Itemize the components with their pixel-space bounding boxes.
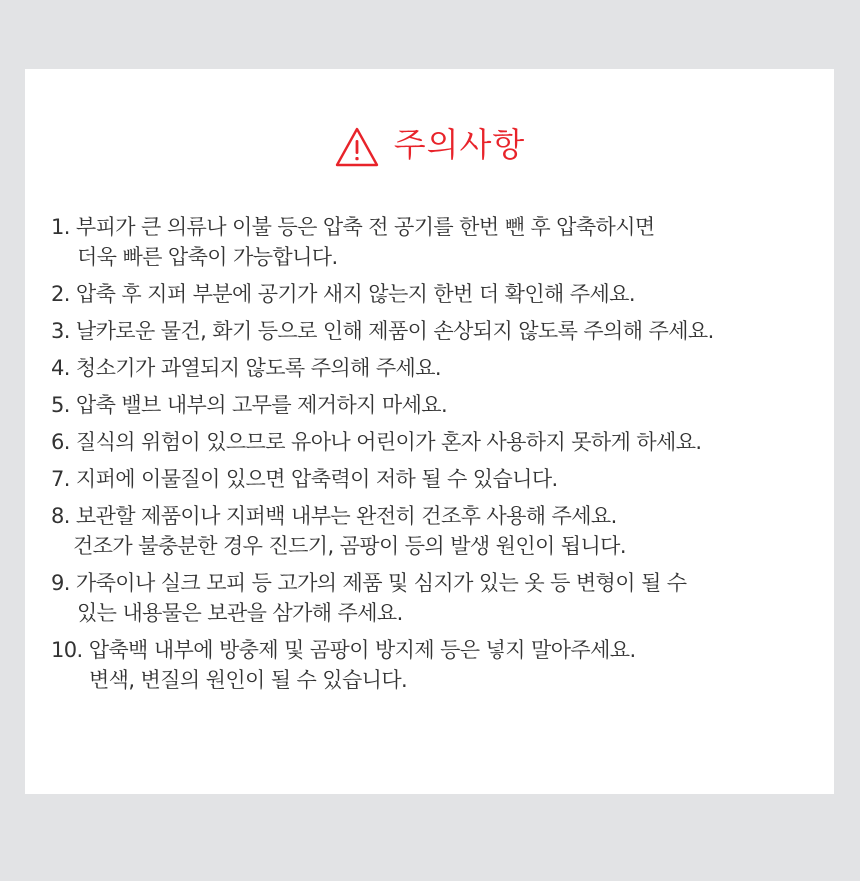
item-continuation: 더욱 빠른 압축이 가능합니다.	[77, 245, 338, 269]
notice-item-6	[51, 427, 821, 457]
item-number: 10.	[51, 638, 83, 662]
item-number: 5.	[51, 393, 70, 417]
item-continuation: 건조가 불충분한 경우 진드기, 곰팡이 등의 발생 원인이 됩니다.	[73, 534, 626, 558]
notice-item-3	[51, 316, 821, 346]
notice-item-5	[51, 390, 821, 420]
item-text: 질식의 위험이 있으므로 유아나 어린이가 혼자 사용하지 못하게 하세요.	[75, 430, 702, 454]
notice-title: 주의사항	[393, 125, 526, 164]
item-text: 청소기가 과열되지 않도록 주의해 주세요.	[75, 356, 441, 380]
warning-triangle-icon	[334, 126, 380, 168]
item-number: 8.	[51, 504, 70, 528]
notice-header	[25, 122, 834, 172]
notice-item-10	[51, 635, 821, 695]
item-text: 압축 밸브 내부의 고무를 제거하지 마세요.	[75, 393, 448, 417]
item-text: 지퍼에 이물질이 있으면 압축력이 저하 될 수 있습니다.	[75, 467, 558, 491]
item-text: 압축 후 지퍼 부분에 공기가 새지 않는지 한번 더 확인해 주세요.	[75, 282, 635, 306]
notice-item-7	[51, 464, 821, 494]
item-text: 부피가 큰 의류나 이불 등은 압축 전 공기를 한번 뺀 후 압축하시면	[75, 215, 655, 239]
notice-item-4	[51, 353, 821, 383]
item-continuation: 있는 내용물은 보관을 삼가해 주세요.	[77, 601, 403, 625]
item-number: 9.	[51, 571, 70, 595]
item-continuation: 변색, 변질의 원인이 될 수 있습니다.	[89, 668, 408, 692]
notice-item-2	[51, 279, 821, 309]
item-number: 3.	[51, 319, 70, 343]
item-text: 압축백 내부에 방충제 및 곰팡이 방지제 등은 넣지 말아주세요.	[88, 638, 636, 662]
notice-card	[25, 69, 834, 794]
item-number: 4.	[51, 356, 70, 380]
item-number: 2.	[51, 282, 70, 306]
notice-item-8	[51, 501, 821, 561]
item-number: 6.	[51, 430, 70, 454]
notice-item-9	[51, 568, 821, 628]
item-text: 날카로운 물건, 화기 등으로 인해 제품이 손상되지 않도록 주의해 주세요.	[75, 319, 714, 343]
item-text: 보관할 제품이나 지퍼백 내부는 완전히 건조후 사용해 주세요.	[75, 504, 617, 528]
item-number: 7.	[51, 467, 70, 491]
item-text: 가죽이나 실크 모피 등 고가의 제품 및 심지가 있는 옷 등 변형이 될 수	[75, 571, 687, 595]
notice-list	[51, 212, 821, 702]
notice-item-1	[51, 212, 821, 272]
item-number: 1.	[51, 215, 70, 239]
